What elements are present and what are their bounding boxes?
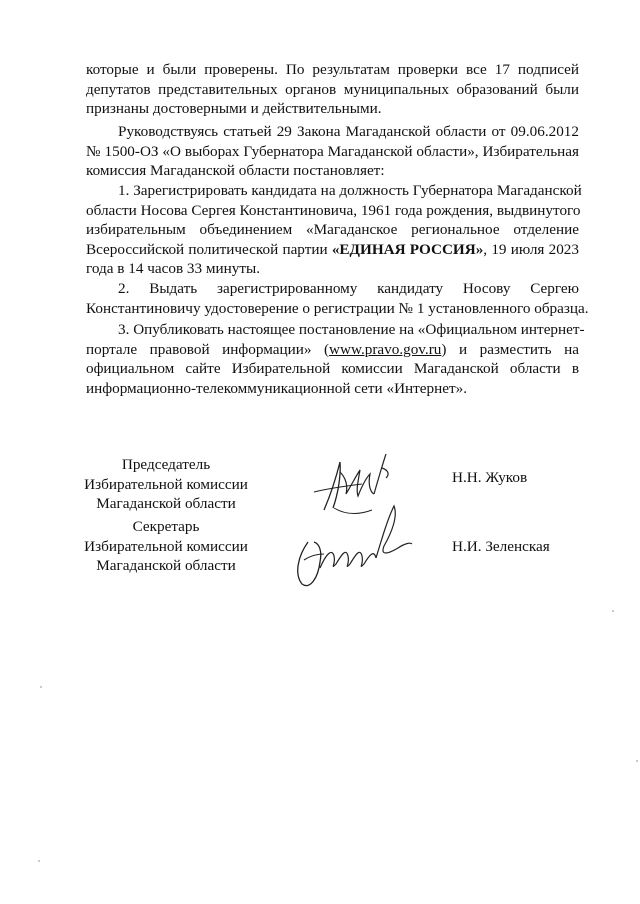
secretary-name: Н.И. Зеленская	[452, 538, 550, 555]
scan-speck	[38, 860, 40, 862]
chair-name: Н.Н. Жуков	[452, 469, 528, 486]
text-line	[86, 240, 579, 260]
text-line: 3. Опубликовать настоящее постановление на «Официальном интернет-	[118, 321, 585, 338]
paragraph-item-1	[86, 181, 582, 279]
text-run: Всероссийской политической партии	[86, 240, 332, 258]
chair-title	[66, 455, 266, 514]
secretary-signature	[284, 498, 414, 594]
text-line: признаны достоверными и действительными.	[86, 100, 382, 118]
text-line: 1. Зарегистрировать кандидата на должность Губернатора Магаданской	[118, 182, 582, 199]
text-line: которые и были проверены. По результатам проверки все 17 подписей	[86, 61, 579, 78]
text-line: Константиновичу удостоверение о регистрации № 1 установленного образца.	[86, 299, 589, 317]
scan-speck	[612, 610, 614, 612]
text-line: № 1500-ОЗ «О выборах Губернатора Магаданской области», Избирательная	[86, 142, 579, 160]
scan-speck	[636, 760, 638, 762]
secretary-title-line: Секретарь	[132, 518, 200, 535]
text-line: Руководствуясь статьей 29 Закона Магаданской области от 09.06.2012	[118, 123, 579, 140]
secretary-title-line: Избирательной комиссии	[84, 537, 248, 555]
party-name: «ЕДИНАЯ РОССИЯ»	[331, 240, 484, 258]
text-line: избирательным объединением «Магаданское региональное отделение	[86, 221, 579, 239]
paragraph-item-2	[86, 279, 589, 318]
text-line: информационно-телекоммуникационной сети «Интернет».	[86, 379, 468, 397]
paragraph-item-3	[86, 320, 585, 398]
text-line: области Носова Сергея Константиновича, 1961 года рождения, выдвинутого	[86, 201, 581, 219]
text-line	[86, 340, 579, 360]
text-line: комиссия Магаданской области постановляет:	[86, 162, 385, 180]
text-run: , 19 июля 2023	[483, 240, 579, 258]
chair-title-line: Председатель	[121, 456, 211, 473]
text-run: ) и разместить на	[441, 340, 579, 358]
text-line: 2. Выдать зарегистрированному кандидату Носову Сергею	[118, 280, 579, 297]
paragraph-continuation	[86, 60, 579, 119]
scan-speck	[40, 686, 42, 688]
text-line: года в 14 часов 33 минуты.	[86, 260, 260, 278]
text-run: портале правовой информации» (	[86, 340, 330, 358]
text-line: официальном сайте Избирательной комиссии Магаданской области в	[86, 360, 579, 378]
website-link[interactable]: www.pravo.gov.ru	[329, 340, 442, 358]
text-line: депутатов представительных органов муниципальных образований были	[86, 80, 579, 98]
secretary-title	[66, 517, 266, 576]
chair-title-line: Избирательной комиссии	[84, 475, 248, 493]
secretary-title-line: Магаданской области	[96, 557, 236, 575]
chair-title-line: Магаданской области	[96, 495, 236, 513]
paragraph-legal-basis	[86, 122, 579, 181]
